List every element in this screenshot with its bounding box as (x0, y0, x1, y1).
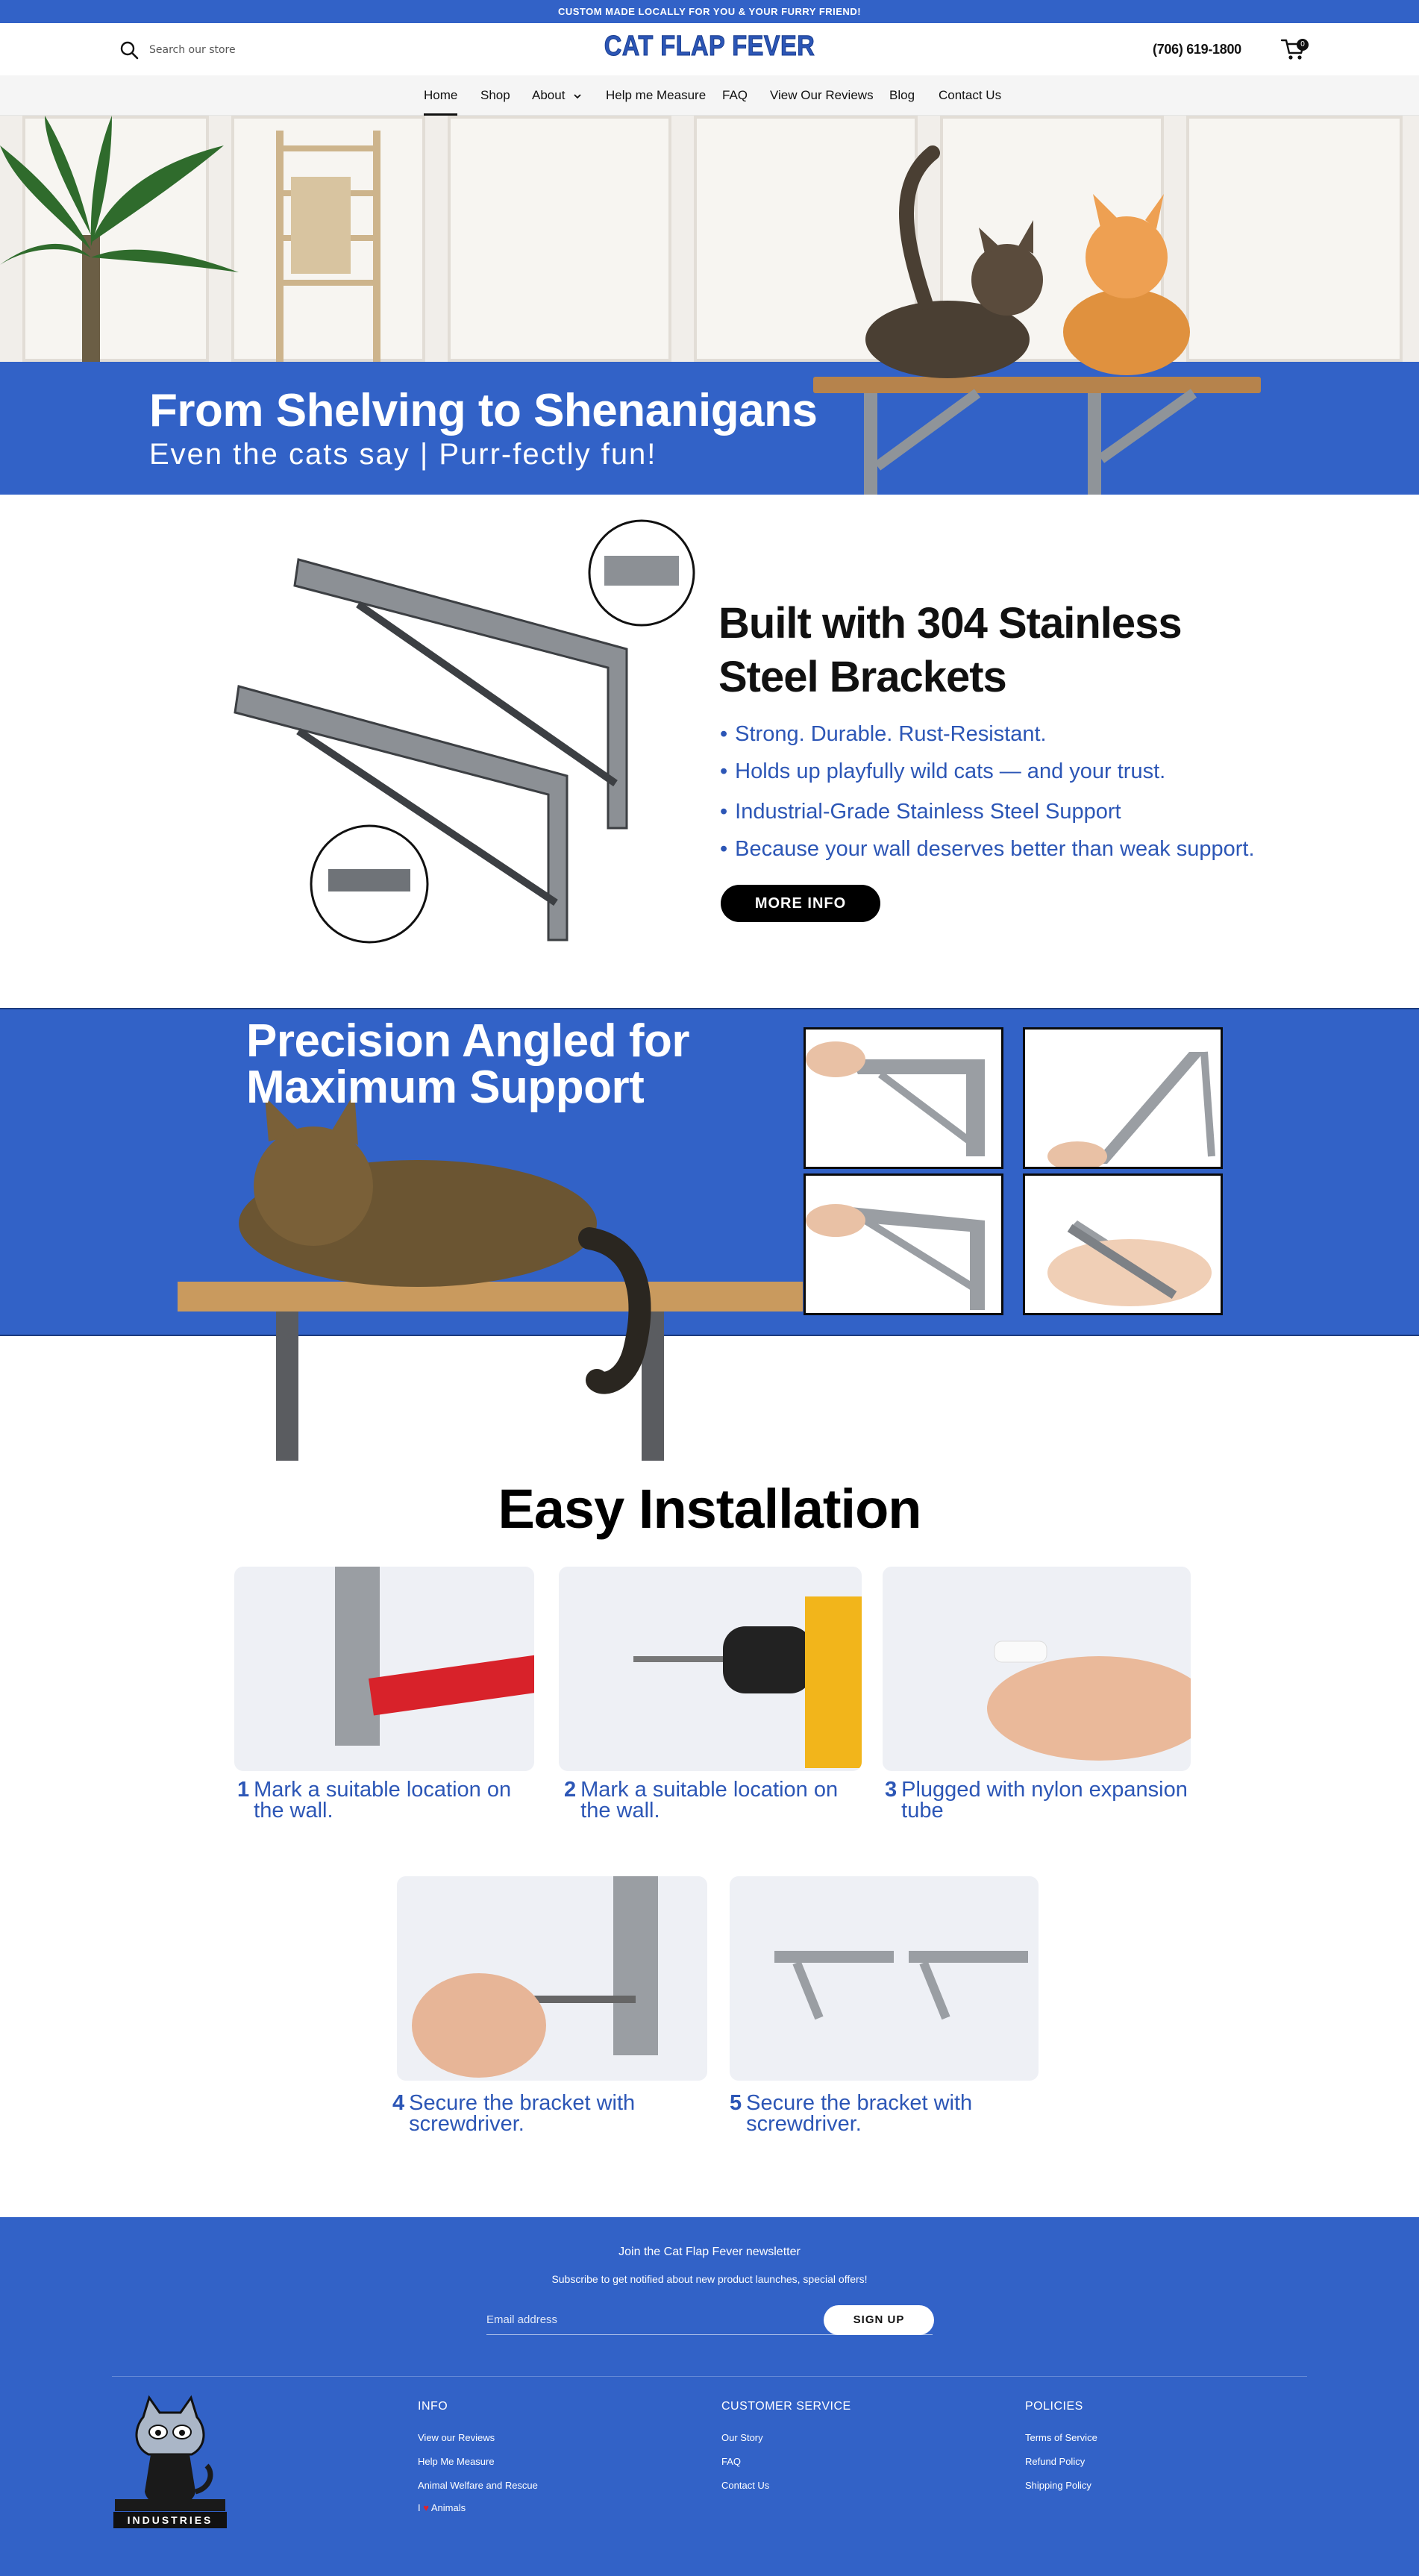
hero-title: From Shelving to Shenanigans (149, 385, 818, 436)
step-number: 3 (885, 1778, 898, 1802)
hero-subtitle: Even the cats say | Purr-fectly fun! (149, 438, 657, 471)
footer-link-love-animals[interactable] (418, 2502, 466, 2513)
step-number: 4 (392, 2091, 405, 2115)
step-image (883, 1567, 1191, 1771)
main-nav (0, 75, 1419, 116)
love-prefix: I (418, 2502, 421, 2513)
installation-title: Easy Installation (498, 1478, 921, 1540)
footer-link-shipping[interactable]: Shipping Policy (1025, 2480, 1091, 2491)
footer-policies-heading: POLICIES (1025, 2400, 1083, 2413)
hero-banner (0, 116, 1419, 495)
step-caption (730, 2093, 972, 2134)
feature-bullet: • Industrial-Grade Stainless Steel Support (720, 800, 1121, 824)
stainless-title-line2: Steel Brackets (718, 653, 1006, 701)
stainless-title (718, 597, 1315, 704)
cats-on-shelf-image (806, 116, 1268, 495)
site-header (0, 23, 1419, 75)
step-5-photo (730, 1876, 1039, 2081)
nav-item-reviews[interactable]: View Our Reviews (770, 88, 874, 102)
nav-item-about-label: About (532, 88, 566, 102)
nav-item-shop[interactable]: Shop (480, 88, 510, 102)
step-image (730, 1876, 1039, 2081)
step-caption (237, 1779, 511, 1821)
step-text-line2: screwdriver. (746, 2112, 862, 2136)
nav-item-home[interactable]: Home (424, 75, 457, 116)
step-text-line1: Plugged with nylon expansion (901, 1778, 1188, 1802)
stainless-title-line1: Built with 304 Stainless (718, 599, 1182, 648)
nav-item-blog[interactable]: Blog (889, 88, 915, 102)
step-1-photo (234, 1567, 534, 1771)
step-image (559, 1567, 862, 1771)
nav-item-faq[interactable]: FAQ (722, 88, 748, 102)
footer-link-reviews[interactable]: View our Reviews (418, 2432, 495, 2443)
step-text-line2: the wall. (580, 1799, 660, 1823)
step-number: 5 (730, 2091, 742, 2115)
signup-button[interactable]: SIGN UP (824, 2305, 934, 2335)
heart-icon: ♥ (423, 2502, 429, 2513)
precision-title-line2: Maximum Support (246, 1062, 645, 1113)
wall-panel (448, 116, 671, 362)
cart-count-badge: 0 (1297, 39, 1309, 51)
step-number: 1 (237, 1778, 250, 1802)
nav-item-about[interactable] (532, 75, 582, 116)
more-info-button[interactable]: MORE INFO (721, 885, 880, 922)
footer-logo-text: INDUSTRIES (113, 2512, 227, 2528)
newsletter-subtitle: Subscribe to get notified about new product launches, special offers! (551, 2273, 868, 2285)
step-text-line2: tube (901, 1799, 944, 1823)
footer-logo[interactable] (113, 2395, 227, 2529)
phone-number[interactable]: (706) 619-1800 (1153, 42, 1241, 57)
step-text-line2: the wall. (254, 1799, 333, 1823)
bracket-photo (806, 1176, 1003, 1315)
step-image (397, 1876, 707, 2081)
gallery-thumbnail[interactable] (804, 1173, 1003, 1315)
search-icon[interactable] (119, 40, 139, 60)
bracket-photo (806, 1030, 1003, 1169)
bracket-photo (1025, 1030, 1223, 1169)
step-caption (564, 1779, 838, 1821)
footer-link-contact[interactable]: Contact Us (721, 2480, 770, 2491)
bracket-product-image (224, 515, 701, 962)
step-3-photo (883, 1567, 1191, 1771)
precision-title-line1: Precision Angled for (246, 1015, 690, 1067)
footer-link-faq[interactable]: FAQ (721, 2456, 742, 2467)
gallery-thumbnail[interactable] (804, 1027, 1003, 1169)
step-caption (392, 2093, 635, 2134)
step-text-line1: Secure the bracket with (746, 2091, 973, 2115)
footer-divider (112, 2376, 1307, 2377)
feature-bullet: • Because your wall deserves better than weak support. (720, 837, 1255, 862)
gallery-thumbnail[interactable] (1023, 1027, 1223, 1169)
search-input[interactable] (149, 40, 343, 60)
step-image (234, 1567, 534, 1771)
nav-item-help-measure[interactable]: Help me Measure (606, 88, 707, 102)
step-2-photo (559, 1567, 862, 1771)
cat-on-shelf-image (172, 1082, 813, 1470)
step-4-photo (397, 1876, 707, 2081)
step-number: 2 (564, 1778, 577, 1802)
site-logo-text[interactable]: CAT FLAP FEVER (604, 31, 815, 62)
step-text-line1: Secure the bracket with (409, 2091, 636, 2115)
step-text-line1: Mark a suitable location on (254, 1778, 512, 1802)
footer-link-our-story[interactable]: Our Story (721, 2432, 763, 2443)
nav-item-contact[interactable]: Contact Us (939, 88, 1002, 102)
cat-logo-icon (113, 2395, 227, 2529)
feature-bullet: • Holds up playfully wild cats — and your trust. (720, 759, 1165, 784)
feature-bullet: • Strong. Durable. Rust-Resistant. (720, 722, 1047, 747)
newsletter-title: Join the Cat Flap Fever newsletter (618, 2246, 801, 2258)
step-caption (885, 1779, 1188, 1821)
footer-link-animal-welfare[interactable]: Animal Welfare and Rescue (418, 2480, 538, 2491)
gallery-thumbnail[interactable] (1023, 1173, 1223, 1315)
footer-link-help-measure[interactable]: Help Me Measure (418, 2456, 495, 2467)
precision-title (246, 1015, 768, 1113)
footer-customer-service-heading: CUSTOMER SERVICE (721, 2400, 851, 2413)
step-text-line1: Mark a suitable location on (580, 1778, 839, 1802)
footer-link-terms[interactable]: Terms of Service (1025, 2432, 1097, 2443)
step-text-line2: screwdriver. (409, 2112, 524, 2136)
bracket-photo (1025, 1176, 1223, 1315)
footer-info-heading: INFO (418, 2400, 448, 2413)
footer-link-refund[interactable]: Refund Policy (1025, 2456, 1086, 2467)
love-animals-label: Animals (430, 2502, 466, 2513)
announcement-bar: CUSTOM MADE LOCALLY FOR YOU & YOUR FURRY FRIEND! (0, 0, 1419, 23)
chevron-down-icon (573, 93, 582, 100)
